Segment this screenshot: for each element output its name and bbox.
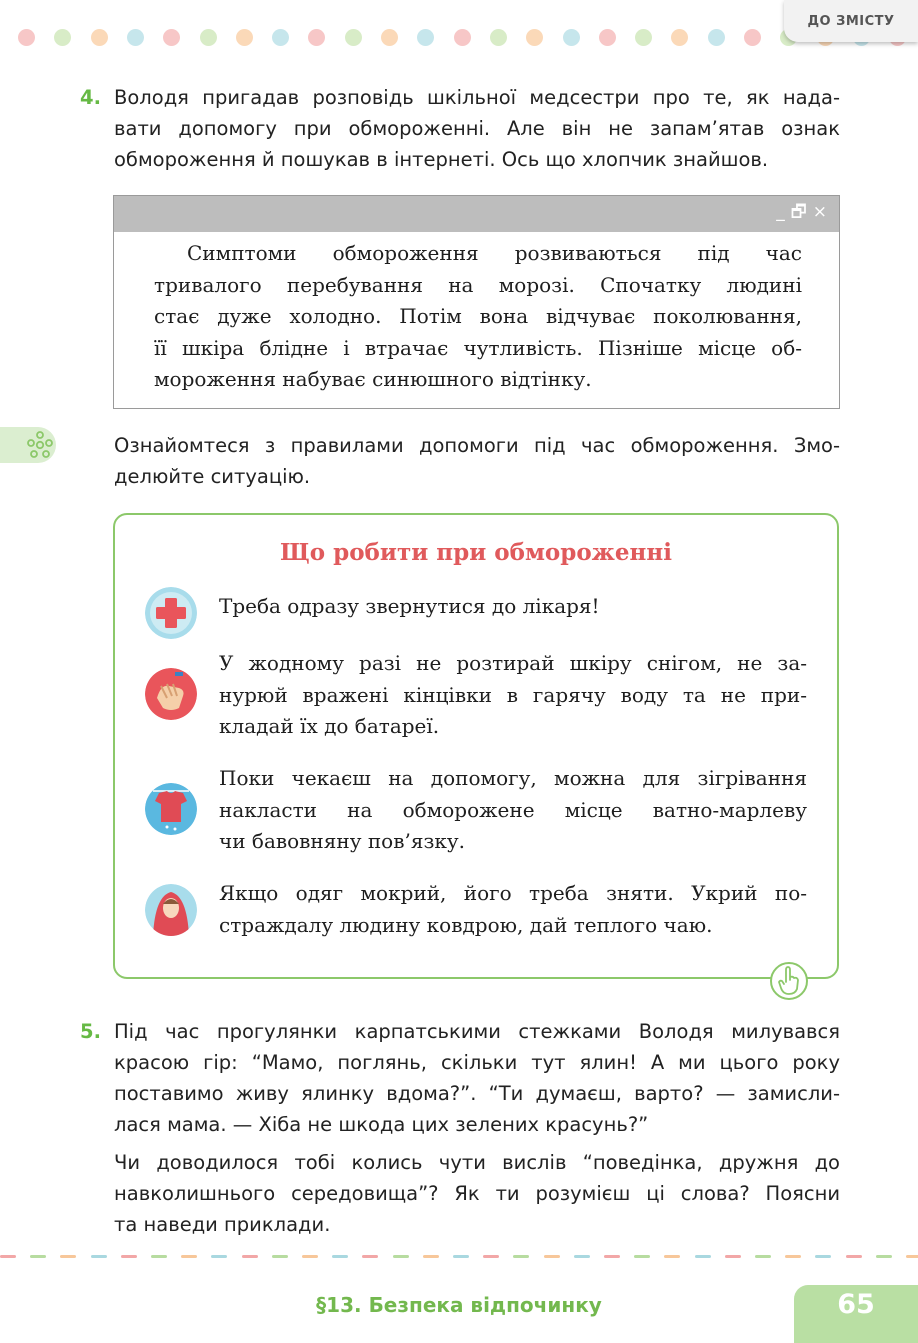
window-controls — [776, 202, 827, 222]
section-title: §13. Безпека відпочинку — [316, 1293, 602, 1317]
decorative-dot — [91, 29, 108, 46]
task-number: 5. — [80, 1020, 101, 1043]
decorative-dash — [151, 1255, 167, 1258]
group-task-text — [114, 430, 840, 492]
text-line: делюйте ситуацію. — [114, 465, 311, 488]
page-number: 65 — [794, 1285, 918, 1343]
decorative-dash — [393, 1255, 409, 1258]
decorative-dash — [423, 1255, 439, 1258]
text-line: лася мама. — Хіба не шкода цих зелених красунь?” — [114, 1113, 649, 1136]
decorative-dash — [453, 1255, 469, 1258]
minimize-icon[interactable]: _ — [776, 202, 785, 222]
decorative-dash — [513, 1255, 529, 1258]
rule-text-line: накласти на обморожене місце ватно-марлеву — [219, 797, 807, 822]
table-of-contents-button[interactable]: ДО ЗМІСТУ — [784, 0, 918, 42]
decorative-dash — [302, 1255, 318, 1258]
decorative-dash — [272, 1255, 288, 1258]
decorative-dash — [574, 1255, 590, 1258]
decorative-dot — [744, 29, 761, 46]
top-dot-divider — [18, 29, 898, 47]
text-line: вати допомогу при обмороженні. Але він не запам’ятав ознак — [114, 117, 840, 140]
decorative-dot — [417, 29, 434, 46]
decorative-dash — [664, 1255, 680, 1258]
text-line: її шкіра блідне і втрачає чутливість. Пізніше місце об- — [154, 335, 802, 360]
wet-shirt-icon — [145, 783, 197, 835]
text-line: Ознайомтеся з правилами допомоги під час обмороження. Змо- — [114, 434, 840, 457]
restore-icon[interactable]: 🗗 — [790, 202, 807, 222]
rule-text-line: Поки чекаєш на допомогу, можна для зігрівання — [219, 766, 807, 790]
decorative-dot — [381, 29, 398, 46]
text-line: та наведи приклади. — [114, 1213, 331, 1236]
decorative-dash — [906, 1255, 918, 1258]
rule-text-line: страждалу людину ковдрою, дай теплого чаю. — [219, 912, 713, 937]
decorative-dash — [211, 1255, 227, 1258]
decorative-dot — [490, 29, 507, 46]
browser-window — [113, 195, 840, 409]
decorative-dash — [242, 1255, 258, 1258]
text-line: Симптоми обмороження розвиваються під час — [187, 241, 802, 265]
decorative-dot — [54, 29, 71, 46]
rule-text-line: нурюй вражені кінцівки в гарячу воду та не при- — [219, 682, 807, 707]
rule-text-line: Якщо одяг мокрий, його треба зняти. Укрий по- — [219, 881, 807, 905]
frostbite-rules-box — [113, 513, 839, 979]
decorative-dash — [332, 1255, 348, 1258]
text-line: Володя пригадав розповідь шкільної медсестри про те, як нада- — [114, 86, 840, 109]
decorative-dash — [91, 1255, 107, 1258]
text-line: красою гір: “Мамо, поглянь, скільки тут ялин! А ми цього року — [114, 1051, 840, 1074]
group-work-tab — [0, 427, 56, 463]
window-title-bar — [114, 196, 839, 232]
rule-text-line: чи бавовняну пов’язку. — [219, 829, 465, 853]
rule-text-line: У жодному разі не розтирай шкіру снігом, не за- — [219, 651, 807, 675]
decorative-dash — [604, 1255, 620, 1258]
decorative-dot — [308, 29, 325, 46]
decorative-dash — [725, 1255, 741, 1258]
decorative-dot — [236, 29, 253, 46]
decorative-dash — [121, 1255, 137, 1258]
close-icon[interactable]: × — [812, 202, 827, 222]
task-number: 4. — [80, 86, 101, 109]
decorative-dot — [671, 29, 688, 46]
decorative-dot — [127, 29, 144, 46]
group-work-icon — [24, 430, 56, 460]
decorative-dash — [846, 1255, 862, 1258]
decorative-dash — [0, 1255, 16, 1258]
rule-text-line: Треба одразу звернутися до лікаря! — [219, 594, 600, 618]
hand-water-icon — [145, 668, 197, 720]
decorative-dash — [634, 1255, 650, 1258]
rules-title: Що робити при обмороженні — [280, 539, 672, 566]
decorative-dash — [60, 1255, 76, 1258]
decorative-dash — [815, 1255, 831, 1258]
decorative-dash — [483, 1255, 499, 1258]
decorative-dash — [785, 1255, 801, 1258]
decorative-dash — [755, 1255, 771, 1258]
decorative-dash — [181, 1255, 197, 1258]
text-line: поставимо живу ялинку вдома?”. “Ти думаєш, варто? — замисли- — [114, 1082, 840, 1105]
pointing-hand-icon — [772, 964, 806, 998]
person-blanket-icon — [145, 884, 197, 936]
decorative-dot — [454, 29, 471, 46]
decorative-dot — [272, 29, 289, 46]
decorative-dot — [18, 29, 35, 46]
bottom-dash-divider — [0, 1255, 918, 1259]
text-line: Чи доводилося тобі колись чути вислів “поведінка, дружня до — [114, 1151, 840, 1174]
decorative-dash — [544, 1255, 560, 1258]
decorative-dot — [163, 29, 180, 46]
text-line: обмороження й пошукав в інтернеті. Ось що хлопчик знайшов. — [114, 148, 769, 171]
decorative-dot — [708, 29, 725, 46]
text-line: Під час прогулянки карпатськими стежками Володя милувався — [114, 1020, 840, 1043]
decorative-dot — [635, 29, 652, 46]
medical-cross-icon — [145, 587, 197, 639]
decorative-dash — [695, 1255, 711, 1258]
decorative-dot — [563, 29, 580, 46]
task-5-text — [80, 1016, 840, 1140]
text-line: тривалого перебування на морозі. Спочатку людині — [154, 272, 802, 297]
text-line: стає дуже холодно. Потім вона відчуває поколювання, — [154, 304, 802, 328]
decorative-dot — [345, 29, 362, 46]
decorative-dash — [30, 1255, 46, 1258]
text-line: мороження набуває синюшного відтінку. — [154, 367, 592, 391]
decorative-dot — [526, 29, 543, 46]
decorative-dot — [599, 29, 616, 46]
decorative-dash — [876, 1255, 892, 1258]
window-content — [154, 238, 802, 396]
decorative-dot — [200, 29, 217, 46]
task-5-question — [114, 1147, 840, 1240]
rule-text-line: кладай їх до батареї. — [219, 714, 440, 738]
text-line: навколишнього середовища”? Як ти розумієш ці слова? Поясни — [114, 1182, 840, 1205]
decorative-dash — [362, 1255, 378, 1258]
task-4-text — [80, 82, 840, 175]
interactive-pointer-button[interactable] — [770, 962, 808, 1000]
